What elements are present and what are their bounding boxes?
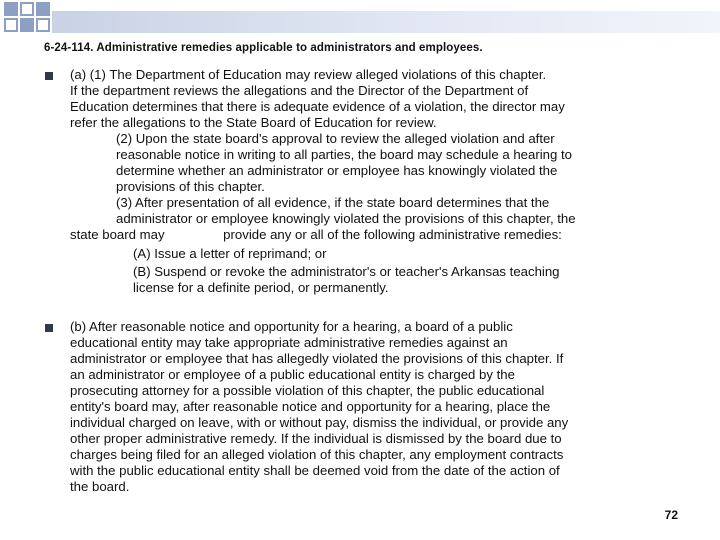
section-a-line: refer the allegations to the State Board of Education for review. (70, 115, 437, 130)
remedy-a: (A) Issue a letter of reprimand; or (133, 246, 327, 261)
section-a-line: Education determines that there is adequate evidence of a violation, the director may (70, 99, 565, 114)
section-a-line: If the department reviews the allegations and the Director of the Department of (70, 83, 529, 98)
section-b-line: individual charged on leave, with or without pay, dismiss the individual, or provide any (70, 415, 569, 430)
section-b-line: prosecuting attorney for a possible violation of this chapter, the public educational (70, 383, 545, 398)
item-2-line: provisions of this chapter. (116, 179, 265, 194)
item-3-line: administrator or employee knowingly violated the provisions of this chapter, the (116, 211, 576, 226)
title-bar-decoration (52, 11, 720, 33)
bullet-icon (45, 324, 53, 332)
slide-heading: 6-24-114. Administrative remedies applicable to administrators and employees. (44, 42, 483, 54)
section-b-line: charges being filed for an alleged violation of this chapter, any employment contracts (70, 447, 564, 462)
section-b-line: other proper administrative remedy. If the individual is dismissed by the board due to (70, 431, 562, 446)
bullet-icon (45, 72, 53, 80)
item-3-line: (3) After presentation of all evidence, if the state board determines that the (116, 195, 550, 210)
decor-square-1 (4, 2, 18, 16)
decor-square-4 (4, 18, 18, 32)
item-2-line: reasonable notice in writing to all parties, the board may schedule a hearing to (116, 147, 572, 162)
section-b-line: the board. (70, 479, 130, 494)
item-2-line: determine whether an administrator or employee has knowingly violated the (116, 163, 558, 178)
decor-square-6 (36, 18, 50, 32)
section-b-line: an administrator or employee of a public educational entity is charged by the (70, 367, 515, 382)
section-a-line: (a) (1) The Department of Education may review alleged violations of this chapter. (70, 67, 547, 82)
item-2-line: (2) Upon the state board's approval to review the alleged violation and after (116, 131, 555, 146)
section-b-line: (b) After reasonable notice and opportunity for a hearing, a board of a public (70, 319, 513, 334)
section-b-line: administrator or employee that has allegedly violated the provisions of this chapter. If (70, 351, 564, 366)
remedy-b-line: (B) Suspend or revoke the administrator's or teacher's Arkansas teaching (133, 264, 560, 279)
item-3-line: state board may provide any or all of the following administrative remedies: (70, 227, 562, 242)
decor-square-3 (36, 2, 50, 16)
decor-square-5 (20, 18, 34, 32)
remedy-b-line: license for a definite period, or permanently. (133, 280, 389, 295)
section-b-line: entity's board may, after reasonable notice and opportunity for a hearing, place the (70, 399, 551, 414)
section-b-line: with the public educational entity shall be deemed void from the date of the action of (70, 463, 560, 478)
section-b-line: educational entity may take appropriate administrative remedies against an (70, 335, 508, 350)
decor-square-2 (20, 2, 34, 16)
page-number: 72 (664, 508, 678, 522)
